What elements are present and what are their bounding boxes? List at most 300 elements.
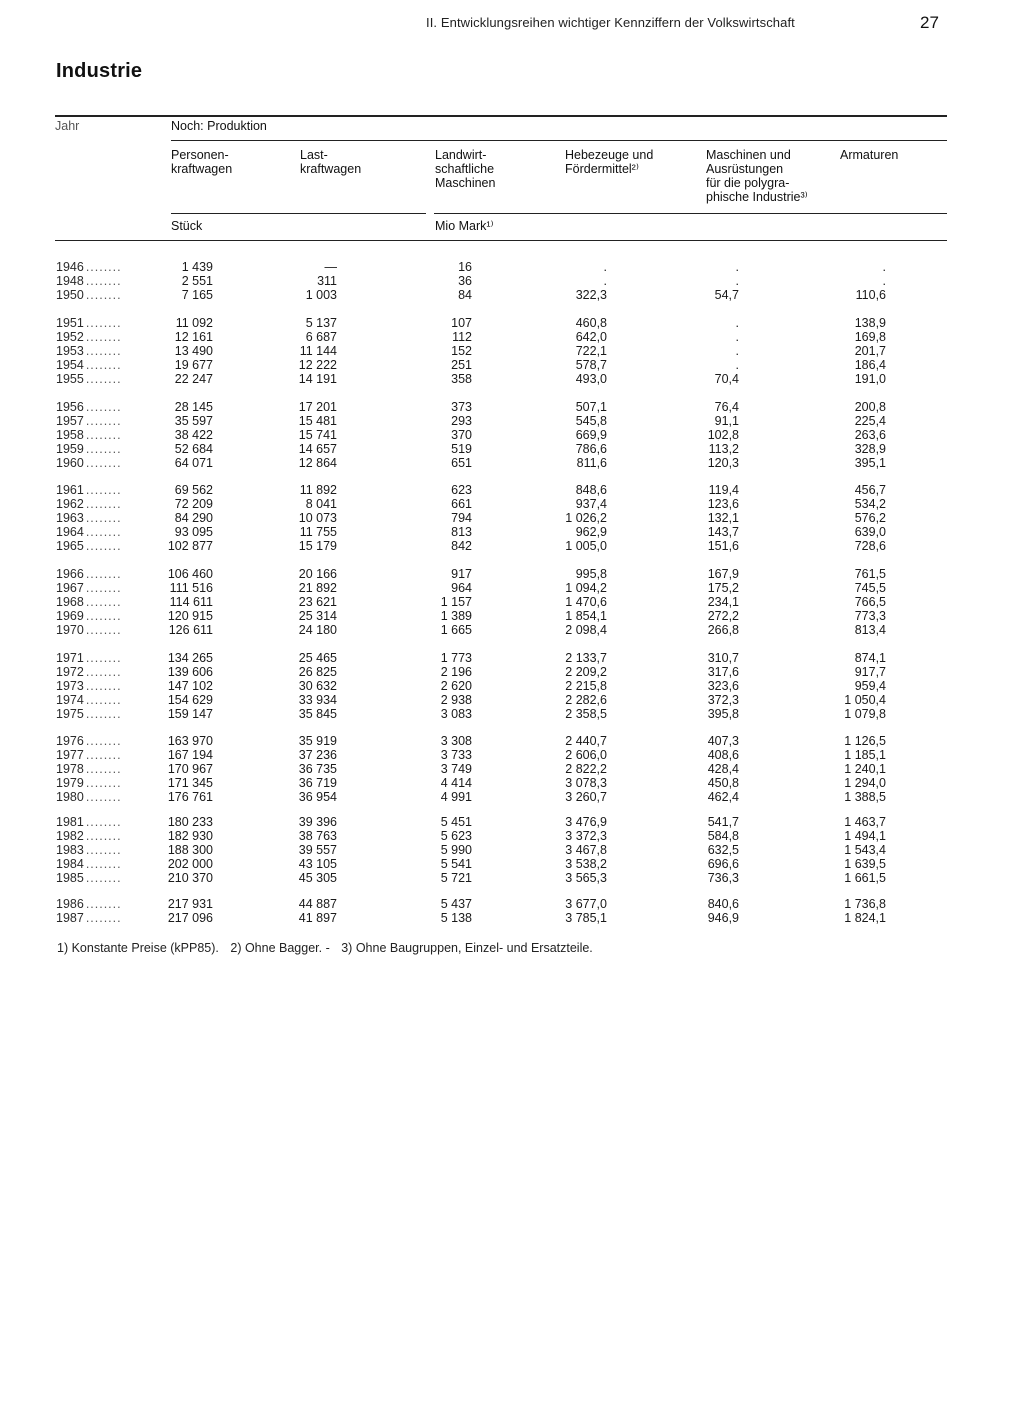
cell-pkw: 52 684 [174, 442, 213, 456]
cell-arm: 200,8 [854, 400, 886, 414]
year-label: 1951 [56, 316, 84, 330]
cell-lkw: 15 179 [298, 539, 337, 553]
leader-dots: ........ [85, 372, 122, 386]
column-header-heb [565, 148, 653, 176]
cell-lw: 964 [451, 581, 472, 595]
column-header-mas [706, 148, 808, 204]
leader-dots: ........ [85, 693, 122, 707]
column-header-line: Ausrüstungen [706, 162, 784, 176]
table-row [0, 581, 1024, 595]
cell-heb: 3 467,8 [565, 843, 607, 857]
year-cell [56, 595, 156, 609]
column-header-line: für die polygra- [706, 176, 790, 190]
cell-arm: 1 661,5 [844, 871, 886, 885]
year-label: 1983 [56, 843, 84, 857]
cell-arm: . [882, 274, 886, 288]
cell-lw: 1 665 [440, 623, 472, 637]
year-cell [56, 843, 156, 857]
year-label: 1974 [56, 693, 84, 707]
cell-mas: 946,9 [707, 911, 739, 925]
cell-mas: 450,8 [707, 776, 739, 790]
cell-heb: 3 372,3 [565, 829, 607, 843]
cell-mas: . [735, 260, 739, 274]
column-header-line: Maschinen [435, 176, 496, 190]
year-label: 1971 [56, 651, 84, 665]
year-cell [56, 734, 156, 748]
leader-dots: ........ [85, 790, 122, 804]
year-label: 1972 [56, 665, 84, 679]
cell-heb: 3 538,2 [565, 857, 607, 871]
leader-dots: ........ [85, 665, 122, 679]
cell-pkw: 134 265 [167, 651, 213, 665]
table-row [0, 843, 1024, 857]
cell-heb: 1 094,2 [565, 581, 607, 595]
cell-arm: 576,2 [854, 511, 886, 525]
year-label: 1946 [56, 260, 84, 274]
cell-heb: 722,1 [575, 344, 607, 358]
unit-stueck: Stück [171, 219, 203, 233]
cell-mas: . [735, 316, 739, 330]
cell-heb: 811,6 [576, 456, 607, 470]
cell-mas: 408,6 [707, 748, 739, 762]
cell-lkw: 15 741 [298, 428, 337, 442]
table-row [0, 497, 1024, 511]
cell-mas: 323,6 [707, 679, 739, 693]
leader-dots: ........ [85, 288, 122, 302]
table-row [0, 260, 1024, 274]
cell-heb: 507,1 [575, 400, 607, 414]
cell-heb: 1 854,1 [565, 609, 607, 623]
year-label: 1954 [56, 358, 84, 372]
leader-dots: ........ [85, 679, 122, 693]
cell-lkw: 5 137 [305, 316, 337, 330]
cell-arm: 1 736,8 [844, 897, 886, 911]
cell-lkw: 25 314 [298, 609, 337, 623]
cell-lkw: 45 305 [298, 871, 337, 885]
year-cell [56, 511, 156, 525]
cell-mas: 70,4 [714, 372, 739, 386]
leader-dots: ........ [85, 344, 122, 358]
cell-arm: 1 543,4 [844, 843, 886, 857]
cell-arm: . [882, 260, 886, 274]
table-row [0, 414, 1024, 428]
cell-heb: 493,0 [575, 372, 607, 386]
year-cell [56, 316, 156, 330]
cell-heb: 962,9 [575, 525, 607, 539]
cell-arm: 813,4 [854, 623, 886, 637]
cell-arm: 766,5 [854, 595, 886, 609]
cell-heb: 786,6 [575, 442, 607, 456]
cell-mas: 167,9 [707, 567, 739, 581]
cell-pkw: 11 092 [175, 316, 213, 330]
cell-mas: 54,7 [714, 288, 739, 302]
unit-rule-miomark [434, 213, 947, 214]
cell-heb: 3 785,1 [565, 911, 607, 925]
table-row [0, 623, 1024, 637]
cell-lw: 5 437 [440, 897, 472, 911]
cell-pkw: 202 000 [167, 857, 213, 871]
cell-heb: 3 565,3 [565, 871, 607, 885]
cell-arm: 1 126,5 [844, 734, 886, 748]
year-label: 1956 [56, 400, 84, 414]
year-cell [56, 539, 156, 553]
cell-lw: 813 [451, 525, 472, 539]
cell-arm: 186,4 [854, 358, 886, 372]
cell-arm: 1 050,4 [844, 693, 886, 707]
cell-pkw: 171 345 [167, 776, 213, 790]
year-cell [56, 288, 156, 302]
leader-dots: ........ [85, 428, 122, 442]
cell-heb: 3 677,0 [565, 897, 607, 911]
cell-lw: 794 [451, 511, 472, 525]
cell-mas: 113,2 [708, 442, 739, 456]
year-cell [56, 358, 156, 372]
leader-dots: ........ [85, 330, 122, 344]
cell-mas: 584,8 [707, 829, 739, 843]
cell-pkw: 22 247 [174, 372, 213, 386]
year-label: 1978 [56, 762, 84, 776]
column-header-line: kraftwagen [171, 162, 233, 176]
year-cell [56, 483, 156, 497]
cell-mas: 132,1 [707, 511, 739, 525]
cell-pkw: 13 490 [174, 344, 213, 358]
unit-miomark: Mio Mark¹⁾ [435, 219, 494, 233]
year-cell [56, 567, 156, 581]
cell-arm: 395,1 [854, 456, 886, 470]
cell-pkw: 170 967 [167, 762, 213, 776]
cell-pkw: 159 147 [167, 707, 213, 721]
cell-pkw: 84 290 [174, 511, 213, 525]
leader-dots: ........ [85, 623, 122, 637]
table-row [0, 274, 1024, 288]
cell-lw: 373 [451, 400, 472, 414]
year-label: 1986 [56, 897, 84, 911]
cell-lkw: 8 041 [305, 497, 337, 511]
year-label: 1953 [56, 344, 84, 358]
cell-lkw: 11 892 [299, 483, 337, 497]
cell-heb: 2 098,4 [565, 623, 607, 637]
cell-pkw: 120 915 [167, 609, 213, 623]
super-header-rule [171, 140, 947, 141]
year-cell [56, 497, 156, 511]
year-cell [56, 679, 156, 693]
year-label: 1960 [56, 456, 84, 470]
table-row [0, 897, 1024, 911]
year-label: 1985 [56, 871, 84, 885]
cell-mas: 372,3 [707, 693, 739, 707]
column-header-line: schaftliche [435, 162, 495, 176]
leader-dots: ........ [85, 539, 122, 553]
cell-heb: 1 026,2 [565, 511, 607, 525]
table-row [0, 665, 1024, 679]
table-row [0, 358, 1024, 372]
column-header-line: Last- [300, 148, 328, 162]
leader-dots: ........ [85, 400, 122, 414]
cell-heb: 3 078,3 [565, 776, 607, 790]
year-cell [56, 871, 156, 885]
cell-arm: 1 240,1 [844, 762, 886, 776]
cell-pkw: 19 677 [174, 358, 213, 372]
year-label: 1952 [56, 330, 84, 344]
column-header-line: Maschinen und [706, 148, 791, 162]
leader-dots: ........ [85, 414, 122, 428]
cell-arm: 745,5 [854, 581, 886, 595]
column-header-line: kraftwagen [300, 162, 362, 176]
cell-arm: 169,8 [854, 330, 886, 344]
table-row [0, 815, 1024, 829]
year-cell [56, 790, 156, 804]
year-label: 1961 [56, 483, 84, 497]
cell-mas: 310,7 [707, 651, 739, 665]
leader-dots: ........ [85, 651, 122, 665]
cell-lkw: 44 887 [298, 897, 337, 911]
table-row [0, 456, 1024, 470]
year-cell [56, 330, 156, 344]
cell-arm: 773,3 [854, 609, 886, 623]
cell-heb: 2 358,5 [565, 707, 607, 721]
cell-arm: 534,2 [854, 497, 886, 511]
cell-mas: 632,5 [707, 843, 739, 857]
year-label: 1959 [56, 442, 84, 456]
table-row [0, 651, 1024, 665]
cell-mas: 696,6 [707, 857, 739, 871]
cell-lkw: 1 003 [305, 288, 337, 302]
cell-pkw: 72 209 [174, 497, 213, 511]
cell-arm: 1 494,1 [844, 829, 886, 843]
cell-arm: 959,4 [854, 679, 886, 693]
year-cell [56, 442, 156, 456]
table-row [0, 857, 1024, 871]
cell-lkw: 36 735 [298, 762, 337, 776]
cell-pkw: 154 629 [167, 693, 213, 707]
cell-lkw: 10 073 [298, 511, 337, 525]
leader-dots: ........ [85, 260, 122, 274]
section-title: Industrie [56, 60, 143, 82]
table-row [0, 400, 1024, 414]
year-label: 1980 [56, 790, 84, 804]
table-row [0, 525, 1024, 539]
table-row [0, 442, 1024, 456]
year-label: 1958 [56, 428, 84, 442]
cell-lw: 5 451 [440, 815, 472, 829]
cell-pkw: 102 877 [167, 539, 213, 553]
cell-lkw: 6 687 [305, 330, 337, 344]
year-label: 1981 [56, 815, 84, 829]
year-cell [56, 456, 156, 470]
cell-pkw: 147 102 [167, 679, 213, 693]
table-row [0, 288, 1024, 302]
cell-mas: 151,6 [707, 539, 739, 553]
cell-pkw: 139 606 [167, 665, 213, 679]
year-cell [56, 665, 156, 679]
year-label: 1967 [56, 581, 84, 595]
table-row [0, 829, 1024, 843]
table-row [0, 776, 1024, 790]
cell-mas: 102,8 [707, 428, 739, 442]
cell-pkw: 126 611 [168, 623, 213, 637]
table-row [0, 693, 1024, 707]
cell-lkw: 15 481 [298, 414, 337, 428]
cell-lw: 107 [451, 316, 472, 330]
year-cell [56, 815, 156, 829]
footnote-2: 2) Ohne Bagger. - [230, 941, 330, 955]
year-label: 1976 [56, 734, 84, 748]
table-row [0, 483, 1024, 497]
cell-heb: 995,8 [575, 567, 607, 581]
year-cell [56, 762, 156, 776]
cell-pkw: 69 562 [174, 483, 213, 497]
running-head: II. Entwicklungsreihen wichtiger Kennziffern der Volkswirtschaft [426, 15, 795, 30]
cell-pkw: 188 300 [167, 843, 213, 857]
cell-arm: 1 824,1 [844, 911, 886, 925]
cell-lw: 651 [451, 456, 472, 470]
cell-lkw: 43 105 [298, 857, 337, 871]
cell-mas: . [735, 358, 739, 372]
cell-arm: 1 639,5 [844, 857, 886, 871]
cell-lkw: — [324, 260, 337, 274]
leader-dots: ........ [85, 274, 122, 288]
leader-dots: ........ [85, 748, 122, 762]
cell-lw: 2 938 [440, 693, 472, 707]
cell-mas: 143,7 [707, 525, 739, 539]
cell-heb: 545,8 [575, 414, 607, 428]
cell-pkw: 7 165 [181, 288, 213, 302]
cell-heb: 460,8 [575, 316, 607, 330]
year-cell [56, 581, 156, 595]
leader-dots: ........ [85, 815, 122, 829]
cell-lkw: 23 621 [298, 595, 337, 609]
cell-lw: 842 [451, 539, 472, 553]
cell-lkw: 11 144 [299, 344, 337, 358]
table-row [0, 609, 1024, 623]
cell-pkw: 64 071 [174, 456, 213, 470]
leader-dots: ........ [85, 871, 122, 885]
column-header-lw [435, 148, 495, 190]
cell-lw: 36 [458, 274, 472, 288]
cell-mas: . [735, 344, 739, 358]
year-cell [56, 748, 156, 762]
cell-mas: 120,3 [707, 456, 739, 470]
cell-lkw: 20 166 [298, 567, 337, 581]
year-cell [56, 428, 156, 442]
year-label: 1957 [56, 414, 84, 428]
cell-pkw: 176 761 [167, 790, 213, 804]
year-cell [56, 344, 156, 358]
year-label: 1982 [56, 829, 84, 843]
year-label: 1973 [56, 679, 84, 693]
footnote-1: 1) Konstante Preise (kPP85). [57, 941, 219, 955]
cell-lw: 112 [452, 330, 472, 344]
cell-lkw: 26 825 [298, 665, 337, 679]
column-header-arm [840, 148, 898, 162]
year-label: 1984 [56, 857, 84, 871]
cell-pkw: 2 551 [181, 274, 213, 288]
cell-lw: 16 [458, 260, 472, 274]
leader-dots: ........ [85, 567, 122, 581]
footnote-3: 3) Ohne Baugruppen, Einzel- und Ersatzteile. [341, 941, 593, 955]
column-header-line: Hebezeuge und [565, 148, 654, 162]
table-row [0, 316, 1024, 330]
year-cell [56, 623, 156, 637]
cell-arm: 456,7 [854, 483, 886, 497]
table-top-rule [55, 115, 947, 117]
cell-mas: 428,4 [707, 762, 739, 776]
column-header-pkw [171, 148, 232, 176]
cell-pkw: 111 516 [169, 581, 213, 595]
year-cell [56, 609, 156, 623]
leader-dots: ........ [85, 595, 122, 609]
year-cell [56, 260, 156, 274]
cell-pkw: 217 096 [167, 911, 213, 925]
year-label: 1963 [56, 511, 84, 525]
column-header-line: Armaturen [840, 148, 899, 162]
cell-pkw: 38 422 [174, 428, 213, 442]
cell-lw: 152 [451, 344, 472, 358]
cell-heb: 669,9 [575, 428, 607, 442]
cell-pkw: 182 930 [167, 829, 213, 843]
cell-lw: 3 308 [440, 734, 472, 748]
year-column-header: Jahr [55, 119, 80, 133]
cell-lw: 917 [451, 567, 472, 581]
column-header-line: Landwirt- [435, 148, 487, 162]
year-label: 1975 [56, 707, 84, 721]
year-cell [56, 414, 156, 428]
cell-mas: 840,6 [707, 897, 739, 911]
cell-lw: 3 733 [440, 748, 472, 762]
leader-dots: ........ [85, 857, 122, 871]
cell-arm: 1 388,5 [844, 790, 886, 804]
table-row [0, 734, 1024, 748]
year-cell [56, 651, 156, 665]
cell-lw: 84 [458, 288, 472, 302]
cell-heb: 848,6 [575, 483, 607, 497]
table-row [0, 790, 1024, 804]
cell-arm: 225,4 [854, 414, 886, 428]
table-row [0, 679, 1024, 693]
cell-heb: 2 822,2 [565, 762, 607, 776]
cell-heb: 1 470,6 [565, 595, 607, 609]
cell-lkw: 38 763 [298, 829, 337, 843]
cell-lkw: 37 236 [298, 748, 337, 762]
cell-lkw: 14 191 [298, 372, 337, 386]
cell-arm: 761,5 [854, 567, 886, 581]
year-label: 1962 [56, 497, 84, 511]
column-header-lkw [300, 148, 361, 176]
year-cell [56, 911, 156, 925]
year-cell [56, 776, 156, 790]
cell-heb: 578,7 [575, 358, 607, 372]
year-cell [56, 829, 156, 843]
cell-arm: 1 294,0 [844, 776, 886, 790]
cell-pkw: 93 095 [174, 525, 213, 539]
year-cell [56, 525, 156, 539]
year-label: 1948 [56, 274, 84, 288]
cell-arm: 138,9 [854, 316, 886, 330]
cell-lkw: 35 919 [298, 734, 337, 748]
cell-lw: 5 721 [440, 871, 472, 885]
cell-pkw: 35 597 [174, 414, 213, 428]
year-label: 1979 [56, 776, 84, 790]
table-row [0, 344, 1024, 358]
year-label: 1977 [56, 748, 84, 762]
cell-arm: 1 185,1 [844, 748, 886, 762]
cell-lkw: 35 845 [298, 707, 337, 721]
cell-lw: 2 196 [440, 665, 472, 679]
leader-dots: ........ [85, 442, 122, 456]
table-row [0, 539, 1024, 553]
leader-dots: ........ [85, 316, 122, 330]
cell-lkw: 12 222 [298, 358, 337, 372]
